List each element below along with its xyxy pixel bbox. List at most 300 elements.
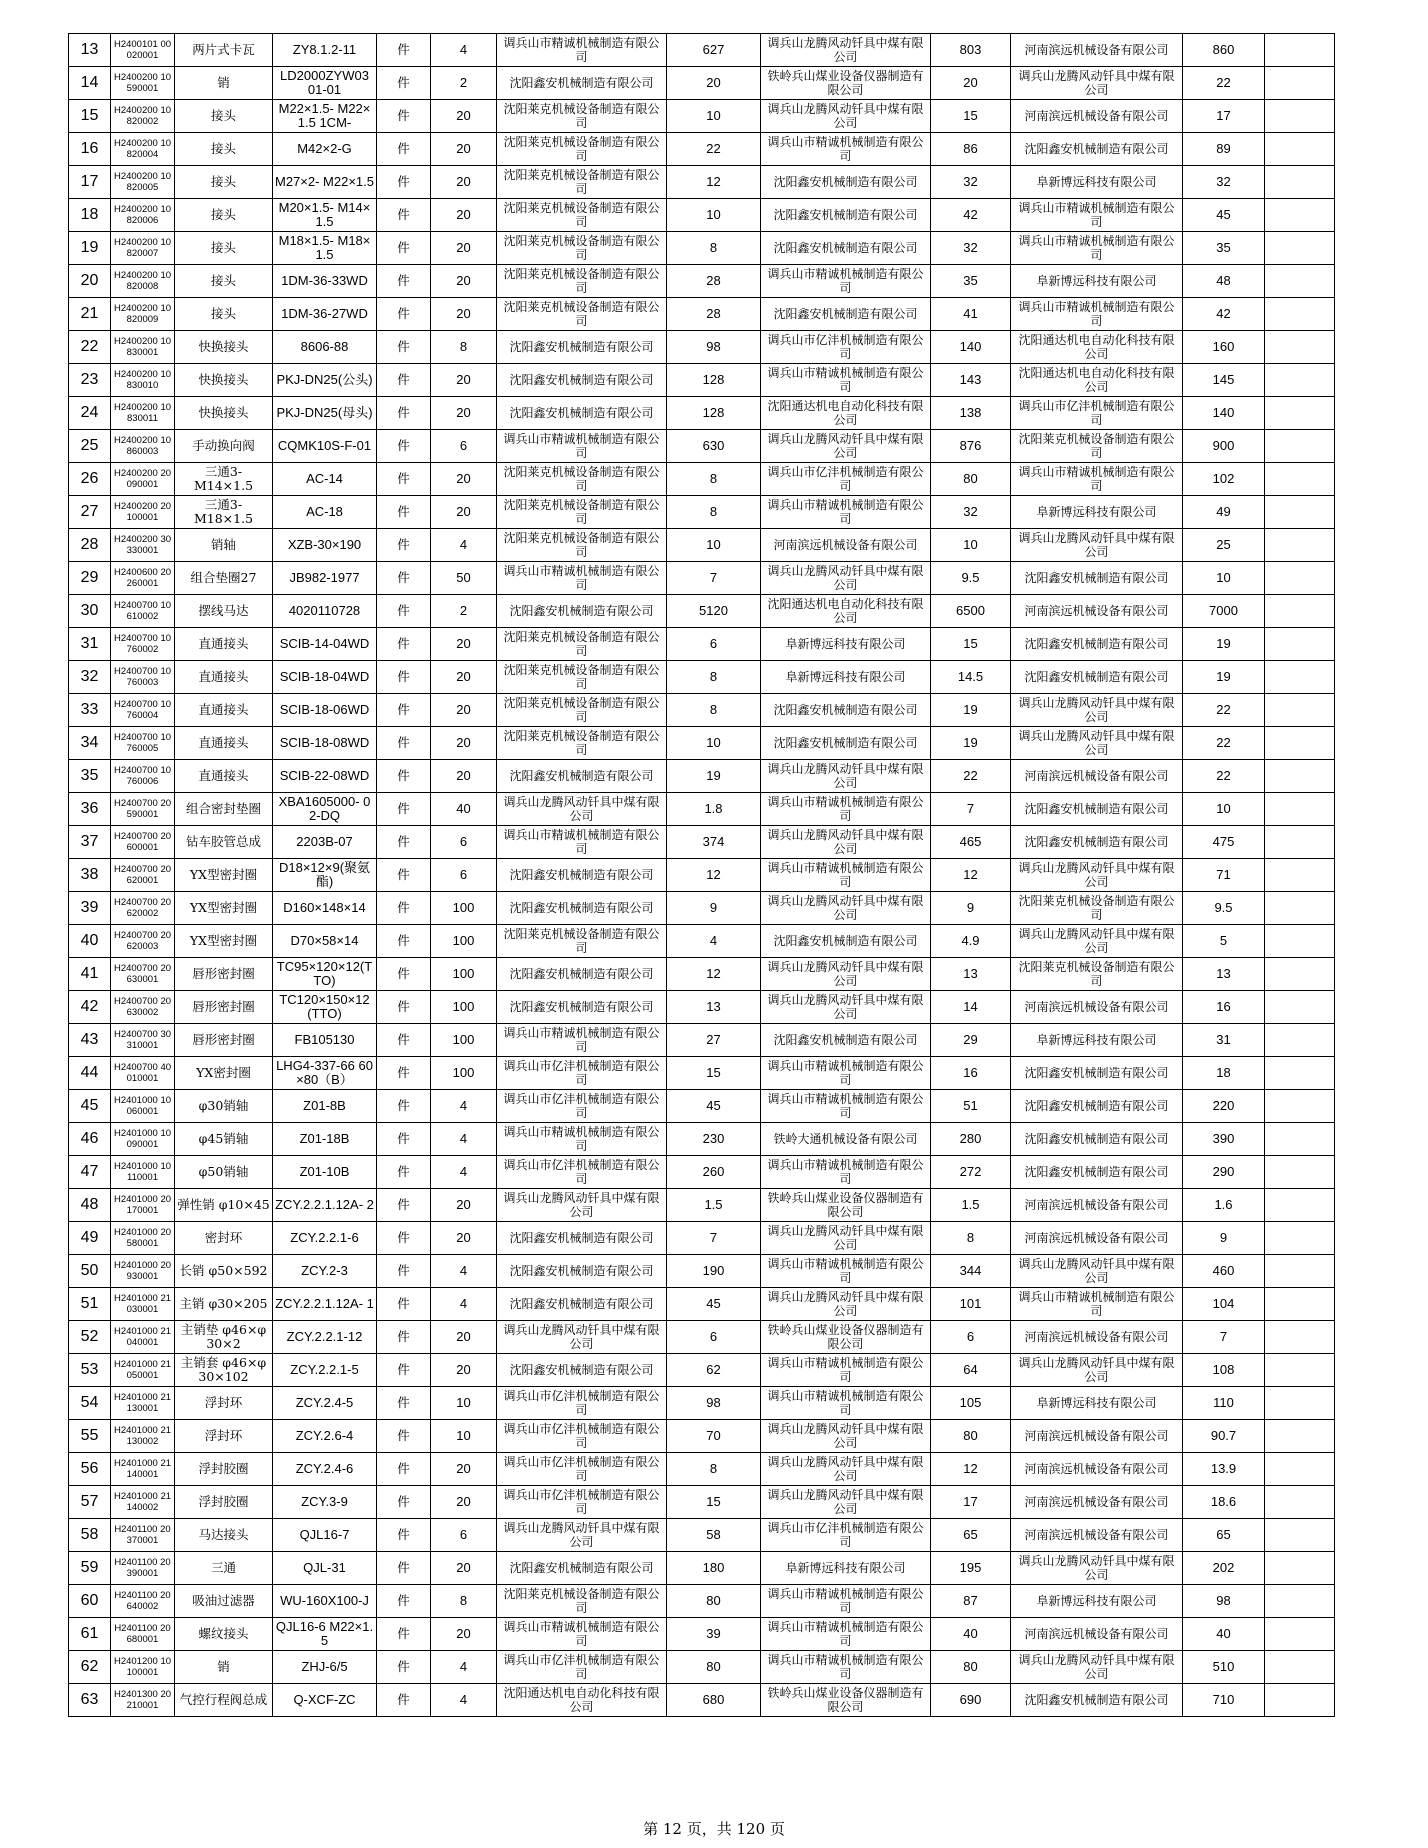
price-1-cell: 6 [667,628,761,661]
part-name-cell: 直通接头 [175,760,273,793]
remark-cell [1265,1189,1335,1222]
supplier-2-cell: 调兵山龙腾风动钎具中煤有限公司 [761,1288,931,1321]
supplier-3-cell: 河南滨远机械设备有限公司 [1011,1519,1183,1552]
row-number-cell: 40 [69,925,111,958]
price-3-cell: 19 [1183,661,1265,694]
supplier-2-cell: 调兵山龙腾风动钎具中煤有限公司 [761,34,931,67]
price-3-cell: 18.6 [1183,1486,1265,1519]
table-row [69,397,1335,430]
row-number-cell: 19 [69,232,111,265]
row-number-cell: 30 [69,595,111,628]
unit-cell: 件 [377,958,431,991]
row-number-cell: 17 [69,166,111,199]
row-number-cell: 32 [69,661,111,694]
supplier-2-cell: 调兵山龙腾风动钎具中煤有限公司 [761,826,931,859]
material-code-cell: H2401000 10090001 [111,1123,175,1156]
table-row [69,991,1335,1024]
remark-cell [1265,331,1335,364]
row-number-cell: 52 [69,1321,111,1354]
remark-cell [1265,1057,1335,1090]
part-name-cell: 销轴 [175,529,273,562]
material-code-cell: H2400700 10760002 [111,628,175,661]
table-row [69,529,1335,562]
material-code-cell: H2400200 10820006 [111,199,175,232]
quantity-cell: 100 [431,991,497,1024]
part-name-cell: 快换接头 [175,331,273,364]
price-2-cell: 8 [931,1222,1011,1255]
material-code-cell: H2401100 20390001 [111,1552,175,1585]
price-2-cell: 14.5 [931,661,1011,694]
material-code-cell: H2400700 20630001 [111,958,175,991]
quantity-cell: 20 [431,298,497,331]
part-name-cell: 组合密封垫圈 [175,793,273,826]
part-name-cell: 三通3-M14×1.5 [175,463,273,496]
price-2-cell: 40 [931,1618,1011,1651]
model-spec-cell: SCIB-22-08WD [273,760,377,793]
unit-cell: 件 [377,232,431,265]
model-spec-cell: Z01-10B [273,1156,377,1189]
price-1-cell: 28 [667,265,761,298]
remark-cell [1265,892,1335,925]
supplier-3-cell: 调兵山龙腾风动钎具中煤有限公司 [1011,694,1183,727]
supplier-3-cell: 阜新博远科技有限公司 [1011,496,1183,529]
row-number-cell: 25 [69,430,111,463]
model-spec-cell: Q-XCF-ZC [273,1684,377,1717]
part-name-cell: φ50销轴 [175,1156,273,1189]
quantity-cell: 20 [431,397,497,430]
row-number-cell: 49 [69,1222,111,1255]
material-code-cell: H2401000 10060001 [111,1090,175,1123]
remark-cell [1265,1354,1335,1387]
model-spec-cell: ZCY.2.2.1-12 [273,1321,377,1354]
part-name-cell: 弹性销 φ10×45 [175,1189,273,1222]
unit-cell: 件 [377,1585,431,1618]
remark-cell [1265,67,1335,100]
quantity-cell: 4 [431,1123,497,1156]
supplier-1-cell: 调兵山市亿沣机械制造有限公司 [497,1156,667,1189]
part-name-cell: 销 [175,1651,273,1684]
quantity-cell: 10 [431,1420,497,1453]
remark-cell [1265,1486,1335,1519]
table-row [69,694,1335,727]
material-code-cell: H2401000 21140001 [111,1453,175,1486]
supplier-1-cell: 沈阳莱克机械设备制造有限公司 [497,166,667,199]
part-name-cell: 三通 [175,1552,273,1585]
part-name-cell: φ45销轴 [175,1123,273,1156]
material-code-cell: H2400700 10760003 [111,661,175,694]
price-1-cell: 12 [667,859,761,892]
model-spec-cell: ZCY.2-3 [273,1255,377,1288]
price-1-cell: 20 [667,67,761,100]
table-row [69,661,1335,694]
price-3-cell: 220 [1183,1090,1265,1123]
unit-cell: 件 [377,298,431,331]
quantity-cell: 4 [431,1156,497,1189]
part-name-cell: 主销套 φ46×φ 30×102 [175,1354,273,1387]
supplier-3-cell: 沈阳莱克机械设备制造有限公司 [1011,958,1183,991]
row-number-cell: 63 [69,1684,111,1717]
quantity-cell: 50 [431,562,497,595]
supplier-3-cell: 沈阳鑫安机械制造有限公司 [1011,562,1183,595]
remark-cell [1265,1255,1335,1288]
table-row [69,760,1335,793]
quantity-cell: 4 [431,1090,497,1123]
supplier-3-cell: 沈阳鑫安机械制造有限公司 [1011,661,1183,694]
unit-cell: 件 [377,1189,431,1222]
supplier-1-cell: 沈阳鑫安机械制造有限公司 [497,760,667,793]
unit-cell: 件 [377,1651,431,1684]
price-3-cell: 17 [1183,100,1265,133]
remark-cell [1265,1651,1335,1684]
table-row [69,364,1335,397]
price-1-cell: 128 [667,364,761,397]
quantity-cell: 20 [431,694,497,727]
part-name-cell: 主销 φ30×205 [175,1288,273,1321]
model-spec-cell: WU-160X100-J [273,1585,377,1618]
price-2-cell: 7 [931,793,1011,826]
unit-cell: 件 [377,793,431,826]
price-3-cell: 13 [1183,958,1265,991]
row-number-cell: 36 [69,793,111,826]
part-name-cell: 唇形密封圈 [175,958,273,991]
price-2-cell: 138 [931,397,1011,430]
unit-cell: 件 [377,397,431,430]
part-name-cell: 接头 [175,298,273,331]
part-name-cell: 摆线马达 [175,595,273,628]
table-row [69,1585,1335,1618]
table-row [69,1024,1335,1057]
price-1-cell: 70 [667,1420,761,1453]
price-3-cell: 104 [1183,1288,1265,1321]
quantity-cell: 20 [431,1486,497,1519]
supplier-2-cell: 调兵山市精诚机械制造有限公司 [761,1651,931,1684]
material-code-cell: H2400700 20600001 [111,826,175,859]
row-number-cell: 42 [69,991,111,1024]
supplier-2-cell: 调兵山市精诚机械制造有限公司 [761,1354,931,1387]
unit-cell: 件 [377,430,431,463]
supplier-1-cell: 调兵山市亿沣机械制造有限公司 [497,1387,667,1420]
row-number-cell: 58 [69,1519,111,1552]
price-3-cell: 140 [1183,397,1265,430]
material-code-cell: H2400600 20260001 [111,562,175,595]
table-row [69,1222,1335,1255]
material-code-cell: H2400200 10820005 [111,166,175,199]
price-3-cell: 460 [1183,1255,1265,1288]
supplier-3-cell: 河南滨远机械设备有限公司 [1011,1618,1183,1651]
row-number-cell: 51 [69,1288,111,1321]
supplier-2-cell: 阜新博远科技有限公司 [761,1552,931,1585]
price-2-cell: 15 [931,628,1011,661]
price-1-cell: 1.8 [667,793,761,826]
supplier-1-cell: 沈阳莱克机械设备制造有限公司 [497,298,667,331]
supplier-2-cell: 调兵山市亿沣机械制造有限公司 [761,463,931,496]
supplier-1-cell: 调兵山市精诚机械制造有限公司 [497,826,667,859]
table-row [69,1684,1335,1717]
supplier-1-cell: 调兵山市亿沣机械制造有限公司 [497,1420,667,1453]
part-name-cell: 马达接头 [175,1519,273,1552]
unit-cell: 件 [377,67,431,100]
supplier-2-cell: 沈阳鑫安机械制造有限公司 [761,199,931,232]
supplier-3-cell: 调兵山市精诚机械制造有限公司 [1011,1288,1183,1321]
price-2-cell: 4.9 [931,925,1011,958]
material-code-cell: H2400200 10820007 [111,232,175,265]
row-number-cell: 59 [69,1552,111,1585]
unit-cell: 件 [377,991,431,1024]
unit-cell: 件 [377,661,431,694]
table-row [69,826,1335,859]
part-name-cell: 直通接头 [175,727,273,760]
price-1-cell: 10 [667,529,761,562]
unit-cell: 件 [377,133,431,166]
part-name-cell: YX型密封圈 [175,892,273,925]
part-name-cell: 唇形密封圈 [175,991,273,1024]
part-name-cell: 接头 [175,166,273,199]
price-2-cell: 12 [931,859,1011,892]
supplier-1-cell: 调兵山市亿沣机械制造有限公司 [497,1651,667,1684]
price-2-cell: 195 [931,1552,1011,1585]
part-name-cell: 直通接头 [175,694,273,727]
model-spec-cell: JB982-1977 [273,562,377,595]
table-row [69,34,1335,67]
table-row [69,1090,1335,1123]
unit-cell: 件 [377,1420,431,1453]
model-spec-cell: SCIB-18-08WD [273,727,377,760]
part-name-cell: 组合垫圈27 [175,562,273,595]
supplier-3-cell: 河南滨远机械设备有限公司 [1011,1453,1183,1486]
unit-cell: 件 [377,892,431,925]
price-2-cell: 272 [931,1156,1011,1189]
price-1-cell: 680 [667,1684,761,1717]
supplier-1-cell: 沈阳鑫安机械制造有限公司 [497,1552,667,1585]
quantity-cell: 20 [431,100,497,133]
material-code-cell: H2400200 20090001 [111,463,175,496]
quantity-cell: 20 [431,1354,497,1387]
model-spec-cell: PKJ-DN25(公头) [273,364,377,397]
table-row [69,1255,1335,1288]
material-code-cell: H2400200 10820002 [111,100,175,133]
part-name-cell: 三通3-M18×1.5 [175,496,273,529]
supplier-2-cell: 调兵山市亿沣机械制造有限公司 [761,331,931,364]
part-name-cell: 快换接头 [175,364,273,397]
supplier-1-cell: 沈阳通达机电自动化科技有限公司 [497,1684,667,1717]
remark-cell [1265,100,1335,133]
quantity-cell: 20 [431,1189,497,1222]
unit-cell: 件 [377,628,431,661]
quantity-cell: 4 [431,34,497,67]
supplier-2-cell: 铁岭兵山煤业设备仪器制造有限公司 [761,1189,931,1222]
supplier-2-cell: 调兵山市精诚机械制造有限公司 [761,1255,931,1288]
supplier-2-cell: 调兵山市精诚机械制造有限公司 [761,1156,931,1189]
price-3-cell: 19 [1183,628,1265,661]
supplier-2-cell: 调兵山龙腾风动钎具中煤有限公司 [761,991,931,1024]
material-code-cell: H2401000 20170001 [111,1189,175,1222]
table-row [69,265,1335,298]
price-2-cell: 9 [931,892,1011,925]
supplier-1-cell: 沈阳鑫安机械制造有限公司 [497,595,667,628]
quantity-cell: 20 [431,727,497,760]
price-2-cell: 15 [931,100,1011,133]
table-row [69,1354,1335,1387]
price-2-cell: 9.5 [931,562,1011,595]
table-body [69,34,1335,1717]
table-row [69,1519,1335,1552]
supplier-1-cell: 调兵山龙腾风动钎具中煤有限公司 [497,793,667,826]
material-code-cell: H2400700 10610002 [111,595,175,628]
price-1-cell: 7 [667,1222,761,1255]
price-2-cell: 17 [931,1486,1011,1519]
price-2-cell: 51 [931,1090,1011,1123]
remark-cell [1265,1585,1335,1618]
unit-cell: 件 [377,694,431,727]
supplier-3-cell: 调兵山市精诚机械制造有限公司 [1011,199,1183,232]
model-spec-cell: 1DM-36-33WD [273,265,377,298]
model-spec-cell: D160×148×14 [273,892,377,925]
price-1-cell: 10 [667,199,761,232]
price-2-cell: 64 [931,1354,1011,1387]
row-number-cell: 60 [69,1585,111,1618]
supplier-2-cell: 铁岭兵山煤业设备仪器制造有限公司 [761,1321,931,1354]
supplier-2-cell: 沈阳鑫安机械制造有限公司 [761,1024,931,1057]
price-3-cell: 71 [1183,859,1265,892]
supplier-2-cell: 沈阳鑫安机械制造有限公司 [761,694,931,727]
part-name-cell: YX密封圈 [175,1057,273,1090]
price-3-cell: 18 [1183,1057,1265,1090]
unit-cell: 件 [377,166,431,199]
price-2-cell: 87 [931,1585,1011,1618]
unit-cell: 件 [377,1255,431,1288]
quantity-cell: 4 [431,1288,497,1321]
material-code-cell: H2400700 20620001 [111,859,175,892]
remark-cell [1265,265,1335,298]
unit-cell: 件 [377,595,431,628]
table-row [69,1387,1335,1420]
price-2-cell: 80 [931,463,1011,496]
supplier-2-cell: 沈阳通达机电自动化科技有限公司 [761,397,931,430]
supplier-1-cell: 沈阳莱克机械设备制造有限公司 [497,100,667,133]
price-2-cell: 35 [931,265,1011,298]
table-row [69,1057,1335,1090]
price-3-cell: 510 [1183,1651,1265,1684]
model-spec-cell: ZCY.2.4-5 [273,1387,377,1420]
supplier-3-cell: 调兵山市精诚机械制造有限公司 [1011,298,1183,331]
model-spec-cell: ZCY.3-9 [273,1486,377,1519]
supplier-3-cell: 沈阳鑫安机械制造有限公司 [1011,1090,1183,1123]
unit-cell: 件 [377,1156,431,1189]
supplier-2-cell: 阜新博远科技有限公司 [761,661,931,694]
row-number-cell: 61 [69,1618,111,1651]
model-spec-cell: LHG4-337-66 60×80（B） [273,1057,377,1090]
material-code-cell: H2401000 21130001 [111,1387,175,1420]
price-3-cell: 145 [1183,364,1265,397]
price-2-cell: 690 [931,1684,1011,1717]
supplier-2-cell: 调兵山龙腾风动钎具中煤有限公司 [761,892,931,925]
price-2-cell: 280 [931,1123,1011,1156]
table-row [69,1420,1335,1453]
price-2-cell: 22 [931,760,1011,793]
supplier-3-cell: 河南滨远机械设备有限公司 [1011,1486,1183,1519]
supplier-1-cell: 沈阳鑫安机械制造有限公司 [497,364,667,397]
table-row [69,1552,1335,1585]
supplier-1-cell: 沈阳莱克机械设备制造有限公司 [497,463,667,496]
supplier-2-cell: 调兵山市精诚机械制造有限公司 [761,1585,931,1618]
material-code-cell: H2401100 20680001 [111,1618,175,1651]
model-spec-cell: ZY8.1.2-11 [273,34,377,67]
price-3-cell: 5 [1183,925,1265,958]
price-1-cell: 230 [667,1123,761,1156]
price-1-cell: 8 [667,496,761,529]
price-2-cell: 6500 [931,595,1011,628]
unit-cell: 件 [377,1024,431,1057]
table-row [69,496,1335,529]
unit-cell: 件 [377,265,431,298]
part-name-cell: 销 [175,67,273,100]
supplier-2-cell: 阜新博远科技有限公司 [761,628,931,661]
supplier-3-cell: 调兵山龙腾风动钎具中煤有限公司 [1011,1552,1183,1585]
table-row [69,463,1335,496]
supplier-2-cell: 铁岭兵山煤业设备仪器制造有限公司 [761,67,931,100]
part-name-cell: 直通接头 [175,628,273,661]
material-code-cell: H2400200 10830001 [111,331,175,364]
price-2-cell: 86 [931,133,1011,166]
supplier-3-cell: 调兵山市精诚机械制造有限公司 [1011,232,1183,265]
quantity-cell: 6 [431,1519,497,1552]
material-code-cell: H2401000 20930001 [111,1255,175,1288]
quantity-cell: 6 [431,430,497,463]
quantity-cell: 20 [431,1618,497,1651]
material-code-cell: H2400101 00020001 [111,34,175,67]
supplier-2-cell: 调兵山龙腾风动钎具中煤有限公司 [761,760,931,793]
table-row [69,562,1335,595]
supplier-3-cell: 河南滨远机械设备有限公司 [1011,595,1183,628]
table-row [69,595,1335,628]
remark-cell [1265,1387,1335,1420]
remark-cell [1265,34,1335,67]
unit-cell: 件 [377,826,431,859]
remark-cell [1265,199,1335,232]
price-1-cell: 627 [667,34,761,67]
quantity-cell: 4 [431,1651,497,1684]
price-1-cell: 9 [667,892,761,925]
supplier-3-cell: 河南滨远机械设备有限公司 [1011,1222,1183,1255]
quantity-cell: 100 [431,958,497,991]
supplier-2-cell: 调兵山市精诚机械制造有限公司 [761,793,931,826]
supplier-3-cell: 调兵山龙腾风动钎具中煤有限公司 [1011,529,1183,562]
material-code-cell: H2400200 10860003 [111,430,175,463]
supplier-3-cell: 阜新博远科技有限公司 [1011,1024,1183,1057]
table-row [69,298,1335,331]
supplier-2-cell: 调兵山市精诚机械制造有限公司 [761,1387,931,1420]
price-3-cell: 40 [1183,1618,1265,1651]
price-1-cell: 5120 [667,595,761,628]
remark-cell [1265,1519,1335,1552]
row-number-cell: 13 [69,34,111,67]
price-2-cell: 101 [931,1288,1011,1321]
price-1-cell: 58 [667,1519,761,1552]
price-1-cell: 22 [667,133,761,166]
material-code-cell: H2400700 20630002 [111,991,175,1024]
row-number-cell: 43 [69,1024,111,1057]
row-number-cell: 29 [69,562,111,595]
supplier-2-cell: 铁岭大通机械设备有限公司 [761,1123,931,1156]
supplier-1-cell: 沈阳莱克机械设备制造有限公司 [497,727,667,760]
supplier-3-cell: 沈阳鑫安机械制造有限公司 [1011,826,1183,859]
part-name-cell: 接头 [175,100,273,133]
material-code-cell: H2400700 10760004 [111,694,175,727]
part-name-cell: YX型密封圈 [175,925,273,958]
table-row [69,1288,1335,1321]
supplier-3-cell: 河南滨远机械设备有限公司 [1011,991,1183,1024]
price-1-cell: 12 [667,958,761,991]
